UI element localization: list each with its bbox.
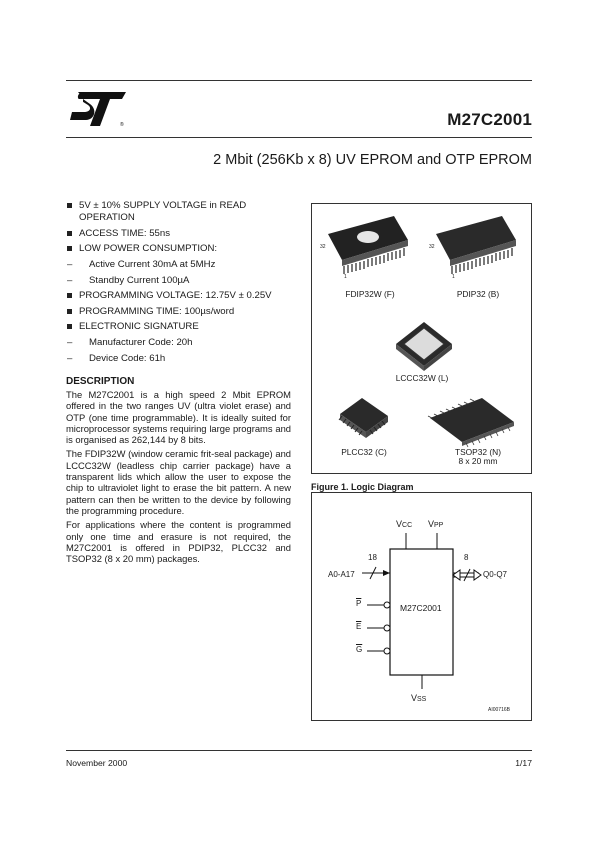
top-rule: [66, 80, 532, 81]
tsop32-package-image: [428, 398, 514, 447]
logic-diagram: [311, 492, 532, 721]
svg-text:®: ®: [120, 122, 124, 128]
vpp-label: VPP: [428, 519, 444, 529]
document-subtitle: 2 Mbit (256Kb x 8) UV EPROM and OTP EPROM: [213, 152, 532, 168]
fdip32w-label: FDIP32W (F): [345, 289, 395, 299]
fdip-pin1-label: 1: [344, 274, 347, 280]
feature-subitem: – Device Code: 61h: [67, 352, 166, 364]
lccc32w-label: LCCC32W (L): [395, 373, 449, 383]
plcc32-label: PLCC32 (C): [341, 447, 387, 457]
description-paragraph: The M27C2001 is a high speed 2 Mbit EPROM offered in the two ranges UV (ultra violet erase) and OTP (one time programmable). It is ideally suited for microprocessor systems requiring large programs and is organised as 262,144 by 8 bits.: [66, 389, 291, 446]
chip-label: M27C2001: [400, 603, 442, 613]
figure-caption: Figure 1. Logic Diagram: [311, 482, 414, 492]
footer-date: November 2000: [66, 758, 128, 768]
feature-item: ACCESS TIME: 55ns: [66, 228, 302, 240]
package-figure: [311, 203, 532, 474]
features-list: [66, 200, 302, 368]
description-heading: DESCRIPTION: [66, 376, 135, 387]
header-rule: [66, 137, 532, 138]
description-paragraph: For applications where the content is programmed only one time and erasure is not required, the M27C2001 is offered in PDIP32, PLCC32 and TSOP32 (8 x 20 mm) packages.: [66, 519, 291, 565]
data-count-label: 8: [464, 553, 469, 562]
vcc-label: VCC: [396, 519, 413, 529]
output-enable-pin-label: $\overline{G}$: [356, 645, 363, 654]
chip-enable-pin-label: $\overline{E}$: [356, 622, 362, 631]
footer-rule: [66, 750, 532, 751]
feature-item: LOW POWER CONSUMPTION:: [66, 243, 302, 255]
feature-item: PROGRAMMING TIME: 100µs/word: [66, 306, 302, 318]
lccc32w-package-image: [396, 322, 452, 371]
package-drawings: [312, 204, 531, 473]
figure-reference-code: AI00716B: [488, 707, 510, 713]
description-body: [66, 389, 291, 567]
feature-subitem: – Manufacturer Code: 20h: [67, 336, 193, 348]
tsop32-label: TSOP32 (N): [454, 447, 502, 457]
plcc32-package-image: [339, 398, 388, 438]
address-count-label: 18: [368, 553, 377, 562]
page-number: 1/17: [515, 758, 532, 768]
pdip32-package-image: [436, 216, 516, 274]
tsop32-size-label: 8 x 20 mm: [458, 456, 498, 466]
part-number: M27C2001: [447, 110, 532, 129]
data-bus-label: Q0-Q7: [483, 570, 508, 579]
description-paragraph: The FDIP32W (window ceramic frit-seal package) and LCCC32W (leadless chip carrier package) have a transparent lids which allow the user to expose the chip to ultraviolet light to erase the bit pattern. A new pattern can then be written to the device by following the programming procedure.: [66, 448, 291, 516]
feature-item: ELECTRONIC SIGNATURE: [66, 321, 302, 333]
feature-item: PROGRAMMING VOLTAGE: 12.75V ± 0.25V: [66, 290, 302, 302]
vss-label: VSS: [411, 693, 427, 703]
program-pin-label: $\overline{P}$: [356, 599, 362, 608]
fdip32w-package-image: [328, 216, 408, 274]
feature-item: 5V ± 10% SUPPLY VOLTAGE in READ OPERATION: [66, 200, 302, 224]
pdip-pin1-label: 1: [452, 274, 455, 280]
st-logo-icon: [70, 90, 128, 128]
address-bus-label: A0-A17: [328, 570, 355, 579]
pdip32-label: PDIP32 (B): [456, 289, 500, 299]
fdip-pin32-label: 32: [320, 244, 326, 250]
feature-subitem: – Active Current 30mA at 5MHz: [67, 258, 216, 270]
pdip-pin32-label: 32: [429, 244, 435, 250]
feature-subitem: – Standby Current 100µA: [67, 274, 190, 286]
